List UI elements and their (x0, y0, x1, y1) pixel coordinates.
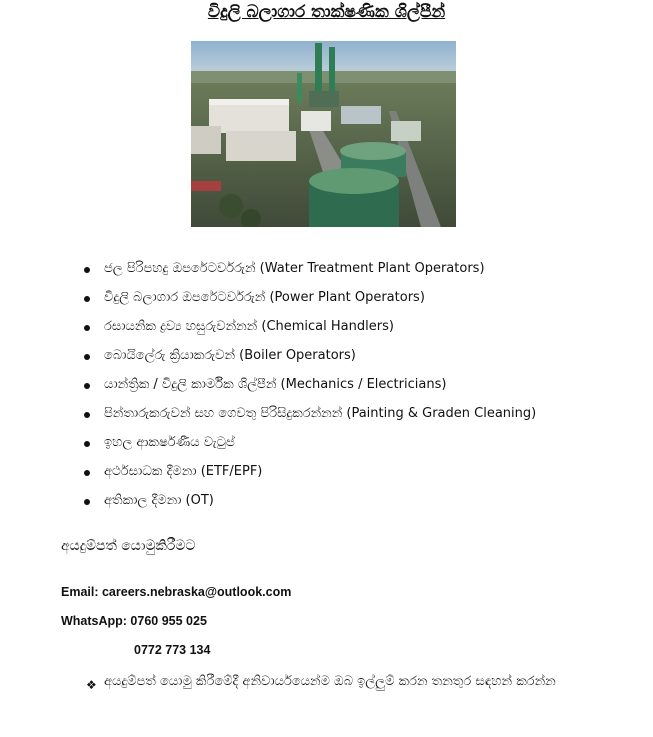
note-text: අයදුම්පත් යොමු කිරීමේදී අනිවාර්යයෙන්ම ඔබ ඉල්ලුම් කරන තනතුර සඳහන් කරන්න (104, 674, 556, 689)
list-item: අතිකාල දීමනා (OT) (84, 489, 536, 518)
list-item: බොයිලේරු ක්‍රියාකරුවන් (Boiler Operators) (84, 344, 536, 373)
contact-whatsapp[interactable]: WhatsApp: 0760 955 025 (61, 614, 207, 628)
list-item: ජල පිරිපහදු ඔපරේටර්වරුන් (Water Treatment Plant Operators) (84, 257, 536, 286)
list-item: ඉහල ආකර්ෂණීය වැටුප් (84, 431, 536, 460)
apply-heading: අයදුම්පත් යොමුකිරීමට (61, 538, 196, 554)
diamond-bullet-icon: ❖ (86, 678, 97, 692)
application-note (86, 672, 606, 692)
list-item: විදුලි බලාගාර ඔපරේටර්වරුන් (Power Plant Operators) (84, 286, 536, 315)
list-item: අර්ථසාධක දීමනා (ETF/EPF) (84, 460, 536, 489)
contact-whatsapp-secondary[interactable]: 0772 773 134 (134, 643, 211, 657)
power-plant-photo (191, 41, 456, 227)
job-list (84, 257, 536, 518)
list-item: රසායනික ද්‍රව්‍ය හසුරුවන්නන් (Chemical Handlers) (84, 315, 536, 344)
page-title: විදුලි බලාගාර තාක්ෂණික ශිල්පීන් (207, 2, 446, 22)
contact-email[interactable]: Email: careers.nebraska@outlook.com (61, 585, 292, 599)
list-item: යාන්ත්‍රික / විදුලි කාර්මික ශිල්පීන් (Mechanics / Electricians) (84, 373, 536, 402)
list-item: පින්තාරුකරුවන් සහ ගෙවතු පිරිසිදුකරන්නන් (Painting & Graden Cleaning) (84, 402, 536, 431)
